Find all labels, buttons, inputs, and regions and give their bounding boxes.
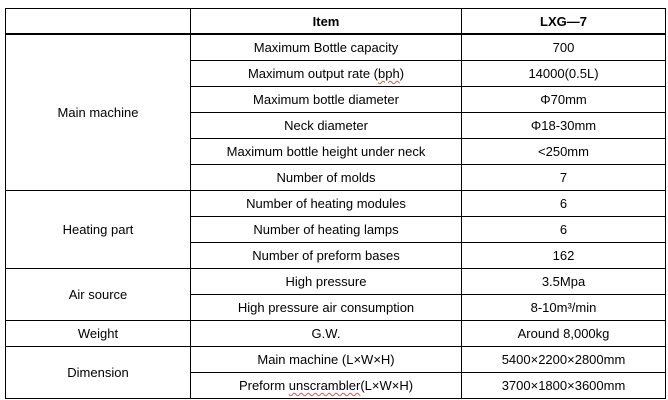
header-row (6, 9, 666, 35)
spellcheck-word: bph (378, 66, 400, 81)
item-cell (191, 61, 462, 87)
item-cell: Maximum Bottle capacity (191, 34, 462, 61)
table-row (6, 321, 666, 347)
value-cell: Φ18-30mm (462, 113, 666, 139)
value-cell: Around 8,000kg (462, 321, 666, 347)
group-air-source: Air source (6, 269, 191, 321)
item-text-a: Preform (238, 378, 289, 393)
value-cell: 7 (462, 165, 666, 191)
table-row (6, 347, 666, 373)
item-cell: Number of molds (191, 165, 462, 191)
group-main-machine: Main machine (6, 34, 191, 191)
value-cell: <250mm (462, 139, 666, 165)
value-cell: 700 (462, 34, 666, 61)
value-cell: 6 (462, 191, 666, 217)
item-cell: Number of heating lamps (191, 217, 462, 243)
item-cell: Main machine (L×W×H) (191, 347, 462, 373)
item-text-c: ) (399, 66, 405, 81)
group-dimension: Dimension (6, 347, 191, 399)
spellcheck-word: unscrambler (288, 378, 361, 393)
value-cell: Φ70mm (462, 87, 666, 113)
spec-table (5, 8, 666, 399)
value-cell: 14000(0.5L) (462, 61, 666, 87)
item-text-a: Maximum output rate ( (247, 66, 378, 81)
value-cell: 5400×2200×2800mm (462, 347, 666, 373)
table-row (6, 34, 666, 61)
item-cell: Number of preform bases (191, 243, 462, 269)
item-cell: Number of heating modules (191, 191, 462, 217)
item-cell (191, 373, 462, 399)
value-cell: 3.5Mpa (462, 269, 666, 295)
value-cell: 8-10m³/min (462, 295, 666, 321)
value-cell: 162 (462, 243, 666, 269)
header-model: LXG—7 (462, 9, 666, 35)
value-cell: 3700×1800×3600mm (462, 373, 666, 399)
group-weight: Weight (6, 321, 191, 347)
item-cell: Neck diameter (191, 113, 462, 139)
table-row (6, 191, 666, 217)
item-cell: G.W. (191, 321, 462, 347)
item-text-c: (L×W×H) (360, 378, 414, 393)
group-heating-part: Heating part (6, 191, 191, 269)
header-item: Item (191, 9, 462, 35)
item-cell: High pressure air consumption (191, 295, 462, 321)
table-row (6, 269, 666, 295)
value-cell: 6 (462, 217, 666, 243)
item-cell: Maximum bottle diameter (191, 87, 462, 113)
header-group (6, 9, 191, 35)
item-cell: Maximum bottle height under neck (191, 139, 462, 165)
item-cell: High pressure (191, 269, 462, 295)
